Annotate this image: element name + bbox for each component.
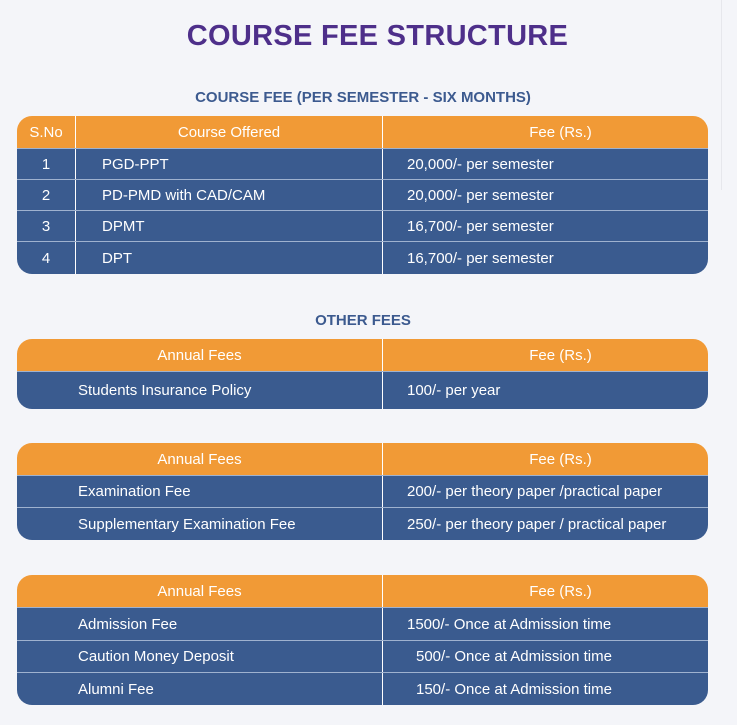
header-fee: Fee (Rs.) [382, 339, 708, 371]
fee-cell: 20,000/- per semester [382, 149, 708, 179]
insurance-fee-table [17, 339, 708, 409]
course-fee-table [17, 116, 708, 274]
fee-cell: 16,700/- per semester [382, 242, 708, 274]
sno-cell: 4 [41, 249, 51, 267]
table-row [17, 507, 708, 540]
sno-cell: 2 [41, 186, 51, 204]
other-fees-section-title: OTHER FEES [315, 312, 411, 329]
header-fee: Fee (Rs.) [382, 443, 708, 475]
fee-cell: 250/- per theory paper / practical paper [382, 508, 708, 540]
table-row [17, 607, 708, 640]
table-row [17, 241, 708, 274]
header-fee: Fee (Rs.) [382, 116, 708, 148]
table-header-row [17, 443, 708, 475]
header-fee: Fee (Rs.) [382, 575, 708, 607]
admission-fee-table [17, 575, 708, 705]
table-row [17, 672, 708, 705]
fee-name-cell: Admission Fee [78, 615, 178, 633]
table-row [17, 640, 708, 672]
fee-cell: 20,000/- per semester [382, 180, 708, 210]
table-header-row [17, 575, 708, 607]
fee-name-cell: Examination Fee [78, 483, 191, 500]
table-row [17, 148, 708, 179]
fee-cell: 16,700/- per semester [382, 211, 708, 241]
header-course-offered: Course Offered [75, 116, 382, 148]
page-title: COURSE FEE STRUCTURE [186, 20, 569, 52]
header-sno: S.No [29, 123, 63, 141]
fee-name-cell: Students Insurance Policy [78, 382, 252, 399]
header-annual-fees: Annual Fees [157, 450, 242, 468]
header-annual-fees: Annual Fees [157, 346, 242, 364]
fee-cell: 100/- per year [382, 372, 708, 409]
table-header-row [17, 339, 708, 371]
fee-name-cell: Caution Money Deposit [78, 648, 234, 665]
fee-cell: 200/- per theory paper /practical paper [382, 476, 708, 507]
table-row [17, 475, 708, 507]
fee-cell: 500/- Once at Admission time [382, 641, 708, 672]
examination-fee-table [17, 443, 708, 540]
course-cell: DPMT [75, 211, 382, 241]
course-fee-section-title: COURSE FEE (PER SEMESTER - SIX MONTHS) [195, 89, 531, 106]
fee-name-cell: Alumni Fee [78, 680, 154, 698]
table-row [17, 210, 708, 241]
fee-cell: 1500/- Once at Admission time [382, 608, 708, 640]
course-cell: PGD-PPT [75, 149, 382, 179]
course-cell: PD-PMD with CAD/CAM [75, 180, 382, 210]
course-cell: DPT [75, 242, 382, 274]
fee-cell: 150/- Once at Admission time [382, 673, 708, 705]
table-header-row [17, 116, 708, 148]
header-annual-fees: Annual Fees [157, 582, 242, 600]
table-row [17, 371, 708, 409]
sno-cell: 1 [41, 155, 51, 173]
sno-cell: 3 [41, 217, 51, 235]
table-row [17, 179, 708, 210]
fee-name-cell: Supplementary Examination Fee [78, 515, 296, 533]
